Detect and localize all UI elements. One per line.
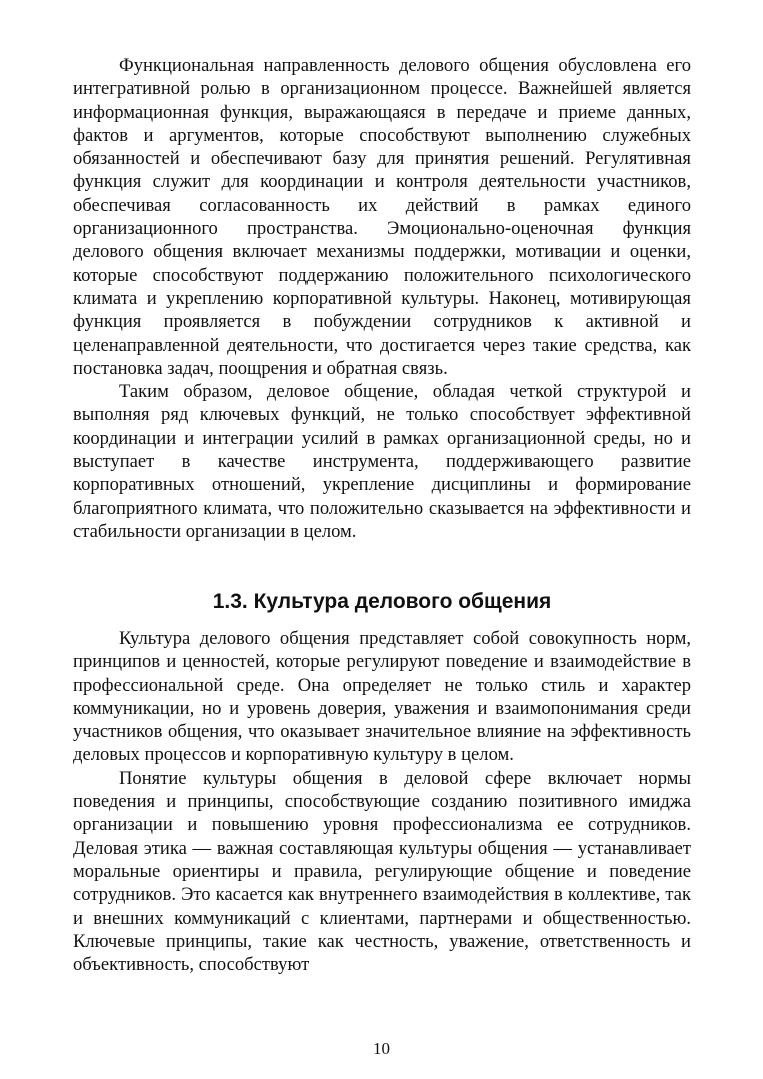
paragraph-culture-definition: Культура делового общения представляет собой совокупность норм, принципов и ценностей, которые регулируют поведение и взаимодействие в профессиональной среде. Она определяет не только стиль и характер коммуникации, но и уровень доверия, уважения и взаимопонимания среди участников общения, что оказывает значительное влияние на эффективность деловых процессов и корпоративную культуру в целом. <box>73 628 691 766</box>
section-heading: 1.3. Культура делового общения <box>212 590 552 613</box>
paragraph-culture-concept: Понятие культуры общения в деловой сфере включает нормы поведения и принципы, способствующие созданию позитивного имиджа организации и повышению уровня профессионализма ее сотрудников. Деловая этика — важная составляющая культуры общения — устанавливает моральные ориентиры и правила, регулирующие общение и поведение сотрудников. Это касается как внутреннего взаимодействия в коллективе, так и внешних коммуникаций с клиентами, партнерами и общественностью. Ключевые принципы, такие как честность, уважение, ответственность и объективность, способствуют <box>73 767 691 976</box>
paragraph-functions: Функциональная направленность делового общения обусловлена его интегративной ролью в организационном процессе. Важнейшей является информационная функция, выражающаяся в передаче и приеме данных, фактов и аргументов, которые способствуют выполнению служебных обязанностей и обеспечивают базу для принятия решений. Регулятивная функция служит для координации и контроля деятельности участников, обеспечивая согласованность их действий в рамках единого организационного пространства. Эмоционально-оценочная функция делового общения включает механизмы поддержки, мотивации и оценки, которые способствуют поддержанию положительного психологического климата и укреплению корпоративной культуры. Наконец, мотивирующая функция проявляется в побуждении сотрудников к активной и целенаправленной деятельности, что достигается через такие средства, как постановка задач, поощрения и обратная связь. <box>73 55 691 379</box>
section-1-body <box>73 54 691 543</box>
page-number: 10 <box>373 1039 390 1058</box>
paragraph-conclusion: Таким образом, деловое общение, обладая четкой структурой и выполняя ряд ключевых функций, не только способствует эффективной координации и интеграции усилий в рамках организационной среды, но и выступает в качестве инструмента, поддерживающего развитие корпоративных отношений, укрепление дисциплины и формирование благоприятного климата, что положительно сказывается на эффективности и стабильности организации в целом. <box>73 381 691 542</box>
section-2-body <box>73 627 691 976</box>
